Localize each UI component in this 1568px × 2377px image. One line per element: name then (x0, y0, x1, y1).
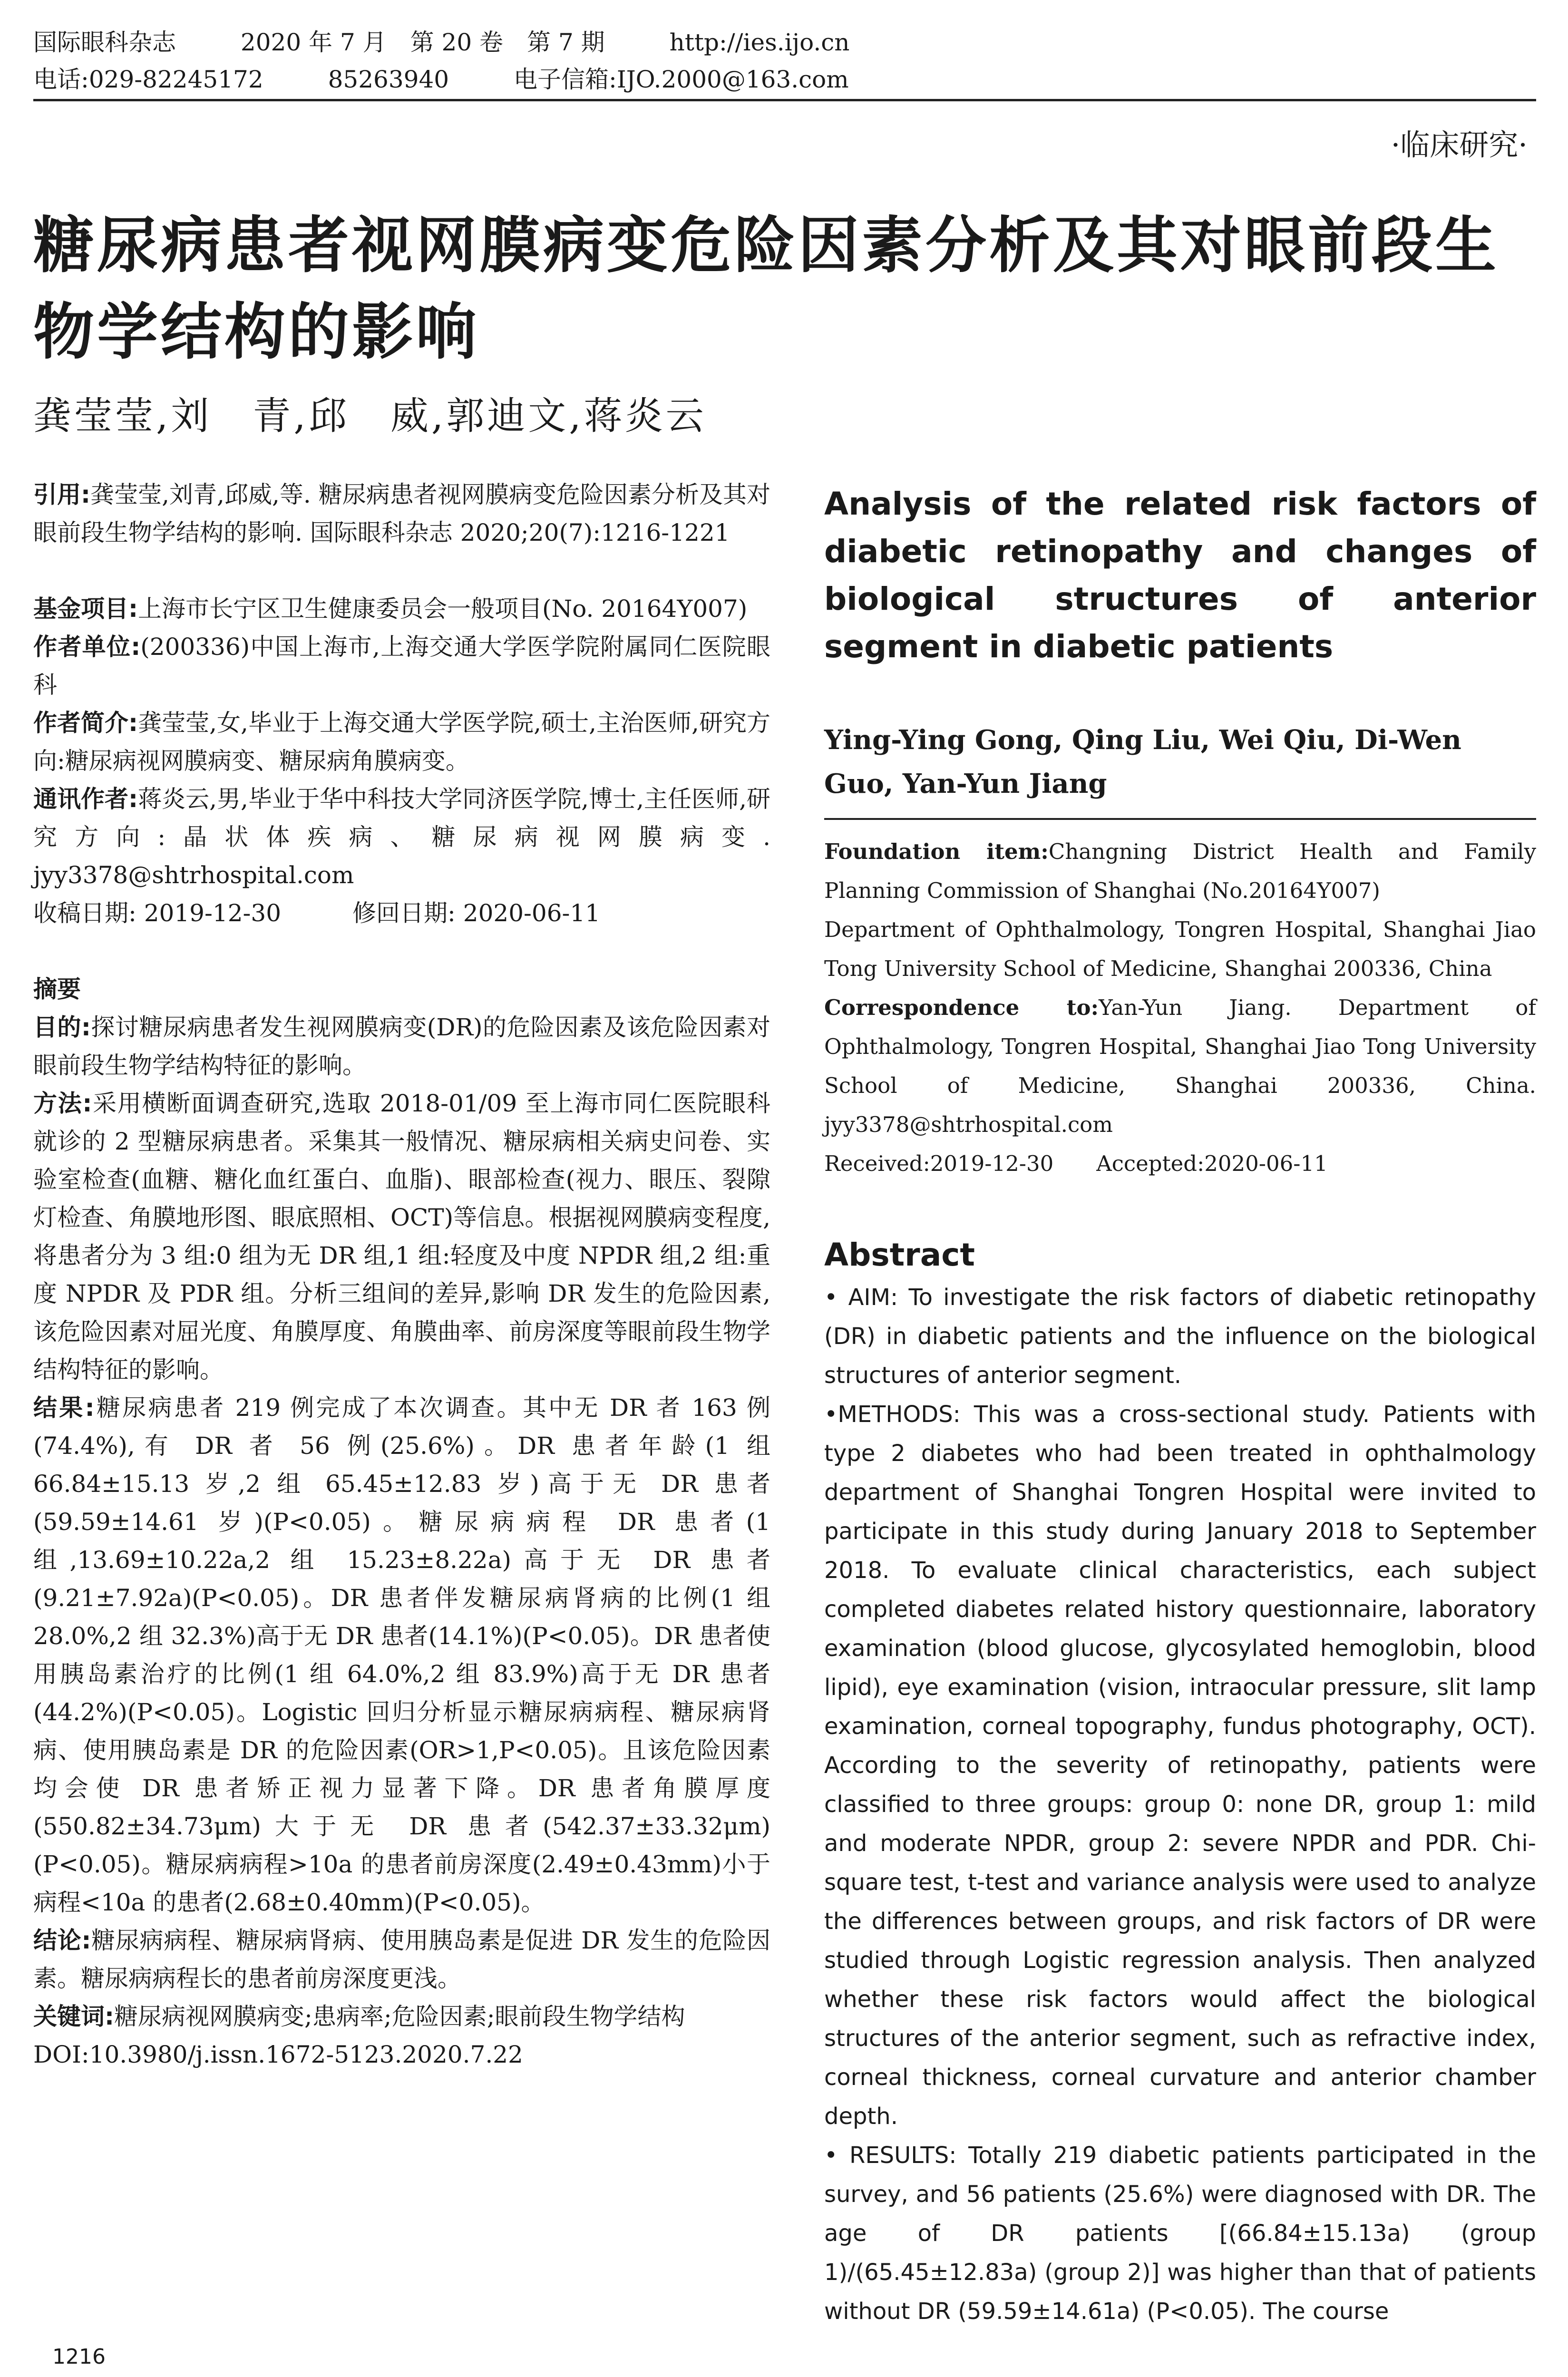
methods (33, 1084, 770, 1389)
author-unit (33, 628, 770, 704)
authors-chinese: 龚莹莹,刘 青,邱 威,郭迪文,蒋炎云 (33, 394, 707, 438)
fund (33, 590, 770, 628)
spacer (33, 932, 770, 970)
english-dates (824, 1144, 1536, 1183)
english-info (824, 832, 1536, 1183)
conclusion-label: 结论: (33, 1927, 91, 1954)
conclusion-text: 糖尿病病程、糖尿病肾病、使用胰岛素是促进 DR 发生的危险因素。糖尿病病程长的患者前房深度更浅。 (33, 1927, 770, 1992)
received-date: 收稿日期: 2019-12-30 (33, 899, 282, 927)
journal-header (33, 24, 1536, 98)
english-title: Analysis of the related risk factors of diabetic retinopathy and changes of biological structures of anterior segment in diabetic patients (824, 486, 1536, 665)
results-label: 结果: (33, 1394, 95, 1422)
unit-text: (200336)中国上海市,上海交通大学医学院附属同仁医院眼科 (33, 633, 770, 699)
corr-label: 通讯作者: (33, 785, 138, 813)
page-number: 1216 (52, 2345, 106, 2369)
abstract-aim: • AIM: To investigate the risk factors of diabetic retinopathy (DR) in diabetic patients and the influence on the biological structures of anterior segment. (824, 1284, 1536, 1389)
methods-text: 采用横断面调查研究,选取 2018-01/09 至上海市同仁医院眼科就诊的 2 型糖尿病患者。采集其一般情况、糖尿病相关病史问卷、实验室检查(血糖、糖化血红蛋白、血脂)、眼部检查(视力、眼压、裂隙灯检查、角膜地形图、眼底照相、OCT)等信息。根据视网膜病变程度,将患者分为 3 组:0 组为无 DR 组,1 组:轻度及中度 NPDR 组,2 组:重度 NPDR 及 PDR 组。分析三组间的差异,影响 DR 发生的危险因素,该危险因素对屈光度、角膜厚度、角膜曲率、前房深度等眼前段生物学结构特征的影响。 (33, 1090, 770, 1383)
right-column (824, 480, 1536, 2331)
correspondence-text: Yan-Yun Jiang. Department of Ophthalmology, Tongren Hospital, Shanghai Jiao Tong University School of Medicine, Shanghai 200336, China. jyy3378@shtrhospital.com (824, 995, 1536, 1137)
accepted-en: Accepted:2020-06-11 (1096, 1151, 1328, 1176)
methods-label: 方法: (33, 1090, 92, 1117)
authors-divider (824, 818, 1536, 820)
bio-text: 龚莹莹,女,毕业于上海交通大学医学院,硕士,主治医师,研究方向:糖尿病视网膜病变、糖尿病角膜病变。 (33, 709, 770, 775)
corresponding-author (33, 780, 770, 894)
section-tag: ·临床研究· (1391, 127, 1528, 162)
bio-label: 作者简介: (33, 709, 138, 737)
foundation-label: Foundation item: (824, 839, 1049, 864)
abstract-heading-cn: 摘要 (33, 975, 81, 1003)
received-en: Received:2019-12-30 (824, 1151, 1054, 1176)
author-bio (33, 704, 770, 780)
aim (33, 1008, 770, 1084)
journal-phone: 电话:029-82245172 (33, 66, 263, 93)
citation-text: 龚莹莹,刘青,邱威,等. 糖尿病患者视网膜病变危险因素分析及其对眼前段生物学结构的影响. 国际眼科杂志 2020;20(7):1216-1221 (33, 481, 770, 546)
doi[interactable]: DOI:10.3980/j.issn.1672-5123.2020.7.22 (33, 2041, 523, 2068)
citation (33, 476, 770, 552)
conclusion (33, 1921, 770, 1997)
correspondence (824, 988, 1536, 1144)
revised-date: 修回日期: 2020-06-11 (352, 899, 601, 927)
results (33, 1389, 770, 1921)
correspondence-label: Correspondence to: (824, 995, 1099, 1020)
aim-text: 探讨糖尿病患者发生视网膜病变(DR)的危险因素及该危险因素对眼前段生物学结构特征的影响。 (33, 1013, 771, 1079)
abstract-methods: •METHODS: This was a cross-sectional study. Patients with type 2 diabetes who had been treated in ophthalmology department of Shanghai Tongren Hospital were invited to participate in this study during January 2018 to September 2018. To evaluate clinical characteristics, each subject completed diabetes related history questionnaire, laboratory examination (blood glucose, glycosylated hemoglobin, blood lipid), eye examination (vision, intraocular pressure, slit lamp examination, corneal topography, fundus photography, OCT). According to the severity of retinopathy, patients were classified to three groups: group 0: none DR, group 1: mild and moderate NPDR, group 2: severe NPDR and PDR. Chi-square test, t-test and variance analysis were used to analyze the differences between groups, and risk factors of DR were studied through Logistic regression analysis. Then analyzed whether these risk factors would affect the biological structures of the anterior segment, such as refractive index, corneal thickness, corneal curvature and anterior chamber depth. (824, 1401, 1536, 2130)
unit-label: 作者单位: (33, 633, 141, 661)
aim-label: 目的: (33, 1013, 91, 1041)
foundation-text: Changning District Health and Family Planning Commission of Shanghai (No.20164Y007) (824, 839, 1537, 903)
journal-email: 电子信箱:IJO.2000@163.com (513, 66, 849, 93)
fund-label: 基金项目: (33, 595, 138, 623)
foundation-item (824, 832, 1536, 910)
english-authors: Ying-Ying Gong, Qing Liu, Wei Qiu, Di-Wen Guo, Yan-Yun Jiang (824, 724, 1461, 799)
abstract-body-en (824, 1278, 1536, 2331)
corr-text: 蒋炎云,男,毕业于华中科技大学同济医学院,博士,主任医师,研究方向:晶状体疾病、糖尿病视网膜病变. jyy3378@shtrhospital.com (33, 785, 770, 889)
keywords (33, 1997, 770, 2036)
department: Department of Ophthalmology, Tongren Hospital, Shanghai Jiao Tong University School of Medicine, Shanghai 200336, China (824, 917, 1536, 981)
header-divider (33, 99, 1536, 101)
abstract-heading-en: Abstract (824, 1237, 975, 1273)
citation-label: 引用: (33, 481, 91, 508)
journal-name: 国际眼科杂志 (33, 29, 176, 56)
spacer (33, 552, 770, 590)
journal-phone-2: 85263940 (328, 66, 449, 93)
article-title: 糖尿病患者视网膜病变危险因素分析及其对眼前段生物学结构的影响 (33, 210, 1500, 368)
keywords-label: 关键词: (33, 2003, 114, 2030)
fund-text: 上海市长宁区卫生健康委员会一般项目(No. 20164Y007) (138, 595, 748, 623)
abstract-results: • RESULTS: Totally 219 diabetic patients participated in the survey, and 56 patients (25.6%) were diagnosed with DR. The age of DR patients [(66.84±15.13a) (group 1)/(65.45±12.83a) (group 2)] was higher than that of patients without DR (59.59±14.61a) (P<0.05). The course (824, 2142, 1536, 2325)
keywords-text: 糖尿病视网膜病变;患病率;危险因素;眼前段生物学结构 (114, 2003, 685, 2030)
left-column (33, 476, 770, 2074)
journal-url[interactable]: http://ies.ijo.cn (669, 29, 850, 56)
dates (33, 894, 770, 932)
results-text: 糖尿病患者 219 例完成了本次调查。其中无 DR 者 163 例(74.4%),有 DR 者 56 例(25.6%)。DR 患者年龄(1 组 66.84±15.13 岁,2 组 65.45±12.83 岁)高于无 DR 患者(59.59±14.61 岁)(P<0.05)。糖尿病病程 DR 患者(1 组,13.69±10.22a,2 组 15.23±8.22a)高于无 DR 患者(9.21±7.92a)(P<0.05)。DR 患者伴发糖尿病肾病的比例(1 组 28.0%,2 组 32.3%)高于无 DR 患者(14.1%)(P<0.05)。DR 患者使用胰岛素治疗的比例(1 组 64.0%,2 组 83.9%)高于无 DR 患者(44.2%)(P<0.05)。Logistic 回归分析显示糖尿病病程、糖尿病肾病、使用胰岛素是 DR 的危险因素(OR>1,P<0.05)。且该危险因素均会使 DR 患者矫正视力显著下降。DR 患者角膜厚度(550.82±34.73μm)大于无 DR 患者(542.37±33.32μm)(P<0.05)。糖尿病病程>10a 的患者前房深度(2.49±0.43mm)小于病程<10a 的患者(2.68±0.40mm)(P<0.05)。 (33, 1394, 770, 1916)
journal-issue: 2020 年 7 月 第 20 卷 第 7 期 (240, 29, 605, 56)
